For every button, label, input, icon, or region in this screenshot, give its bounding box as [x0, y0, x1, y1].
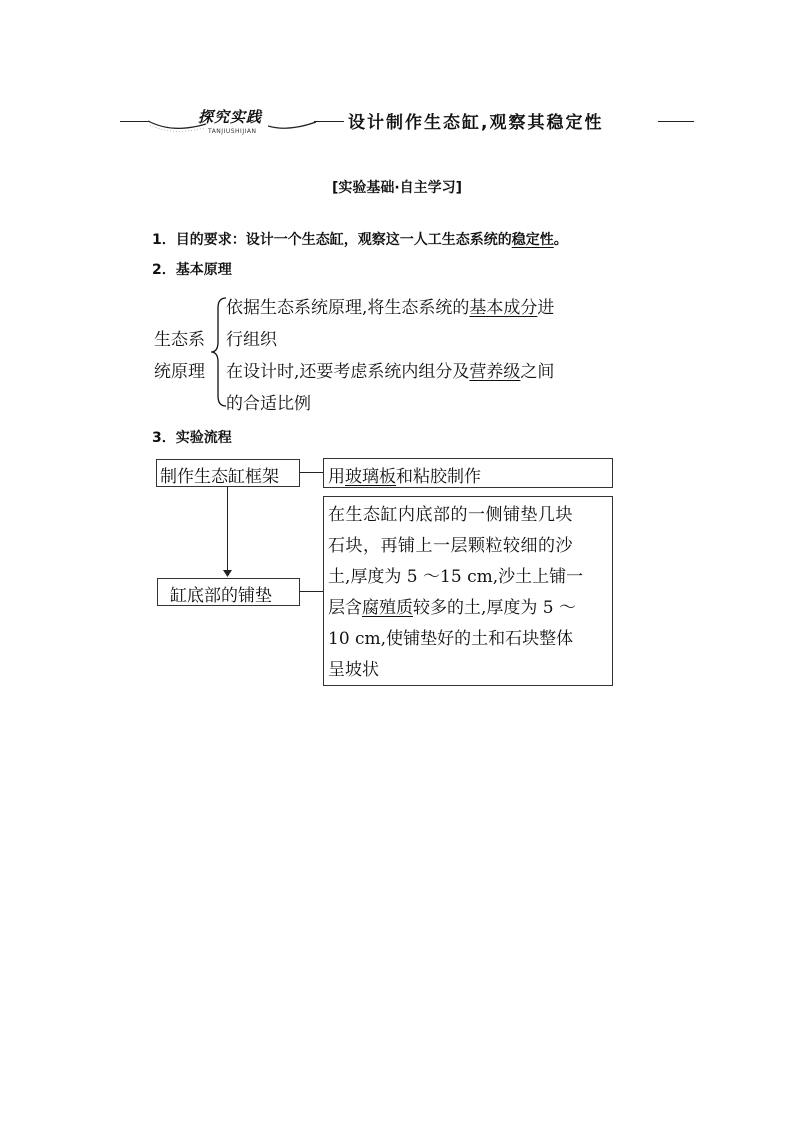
- header-rule-mid: [314, 121, 344, 122]
- flow-step-frame-desc: [328, 462, 481, 487]
- flow-step-bottom-label: 缸底部的铺垫: [170, 586, 272, 606]
- bottom-desc-line3: 土,厚度为 5 ～15 cm,沙土上铺一: [328, 567, 584, 587]
- frame-desc-post: 和粘胶制作: [396, 467, 481, 487]
- bottom-desc-line4-pre: 层含: [328, 598, 362, 618]
- principle-line3-post: 之间: [520, 362, 555, 382]
- bottom-desc-line5: 10 cm,使铺垫好的土和石块整体: [328, 629, 574, 649]
- principle-label-line2: 统原理: [154, 362, 205, 382]
- connector-1: [299, 472, 323, 473]
- principle-line3-pre: 在设计时,还要考虑系统内组分及: [226, 362, 470, 382]
- item-process-heading: 3．实验流程: [152, 430, 232, 446]
- item-purpose: [152, 229, 568, 249]
- frame-desc-pre: 用: [328, 467, 345, 487]
- section-heading: [实验基础·自主学习]: [331, 180, 463, 196]
- principle-line1-underlined: 基本成分: [469, 298, 538, 318]
- logo-sub-text: TANJIUSHIJIAN: [208, 128, 257, 135]
- header-rule-left: [120, 121, 150, 122]
- principle-line1: [226, 293, 554, 318]
- principle-line3: [226, 357, 554, 382]
- item-purpose-text: 1．目的要求：设计一个生态缸，观察这一人工生态系统的: [152, 232, 512, 248]
- principle-line1-post: 进: [537, 298, 555, 318]
- bottom-desc-line6: 呈坡状: [328, 660, 379, 680]
- logo-main-text: 探究实践: [198, 108, 263, 126]
- principle-line2: 行组织: [226, 330, 277, 350]
- page-title: 设计制作生态缸,观察其稳定性: [348, 113, 604, 133]
- item-principle-heading: 2．基本原理: [152, 262, 232, 278]
- flow-step-bottom-desc-box: [323, 496, 613, 686]
- principle-line4: 的合适比例: [226, 394, 311, 414]
- item-purpose-underlined: 稳定性: [511, 232, 554, 248]
- bottom-desc-line1: 在生态缸内底部的一侧铺垫几块: [328, 505, 573, 525]
- principle-line3-underlined: 营养级: [469, 362, 521, 382]
- header-rule-right: [658, 121, 694, 122]
- connector-2: [299, 591, 323, 592]
- principle-label-line1: 生态系: [154, 330, 205, 350]
- bottom-desc-line4-post: 较多的土,厚度为 5 ～: [413, 598, 577, 618]
- bottom-desc-line4: [328, 593, 576, 618]
- principle-line1-pre: 依据生态系统原理,将生态系统的: [226, 298, 470, 318]
- flow-arrow-shaft: [227, 486, 228, 574]
- frame-desc-underlined: 玻璃板: [345, 467, 396, 487]
- arrow-down-icon: [223, 570, 232, 578]
- flow-step-frame-desc-box: [323, 458, 613, 488]
- flow-step-frame-box: [156, 459, 300, 487]
- bottom-desc-line4-underlined: 腐殖质: [362, 598, 413, 618]
- header-swoosh-right: [268, 112, 318, 134]
- bottom-desc-line2: 石块，再铺上一层颗粒较细的沙: [328, 536, 573, 556]
- flow-step-frame-label: 制作生态缸框架: [160, 467, 279, 487]
- item-purpose-suffix: 。: [553, 232, 568, 248]
- flow-step-bottom-box: [157, 578, 300, 606]
